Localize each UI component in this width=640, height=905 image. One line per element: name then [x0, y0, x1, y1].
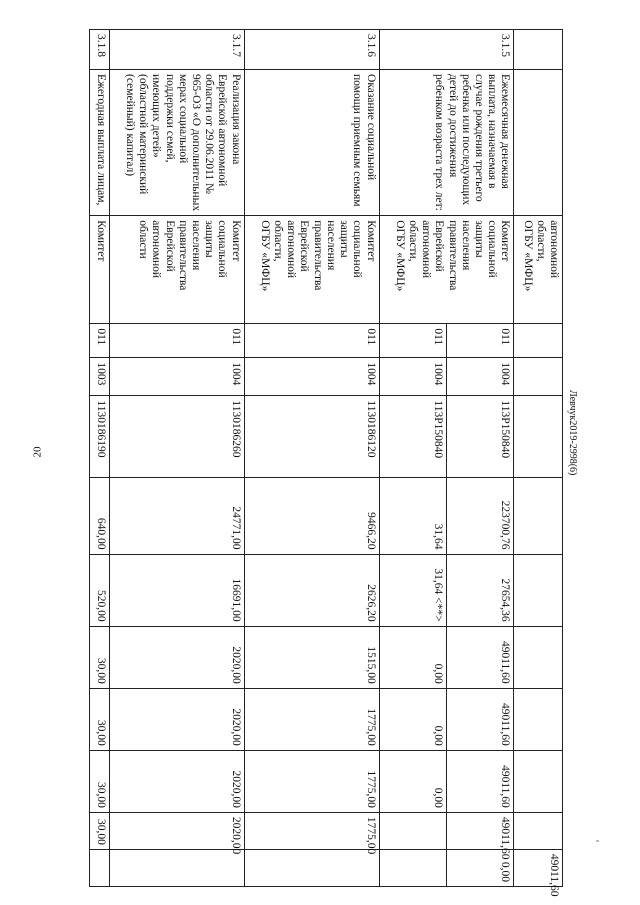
executor-line: ОГБУ «МФЦ»: [521, 220, 534, 292]
item-number-cell: 3.1.5: [379, 30, 514, 70]
year5-cell: 1775,00: [244, 812, 379, 849]
table-body: [90, 30, 563, 897]
year6-cell: [90, 849, 110, 886]
csr-cell: [514, 396, 563, 478]
rzpr-cell: 1004: [447, 358, 514, 396]
executor-cell: [514, 216, 563, 324]
year4-cell: 49011,60: [447, 750, 514, 812]
page-number: 20: [31, 446, 44, 458]
year1-cell: 2626,20: [244, 554, 379, 626]
grbs-cell: 011: [109, 324, 244, 358]
table-row: [90, 30, 110, 887]
executor-line: Комитет: [229, 220, 242, 262]
executor-line: защиты: [472, 220, 485, 258]
measure-name-cell: Ежегодная выплата лицам,: [90, 70, 110, 216]
executor-line: ОГБУ «МФЦ»: [393, 220, 406, 292]
year4-cell: [514, 750, 563, 812]
document-code-text: Левчук2019-2998(6): [567, 390, 578, 476]
rzpr-cell: 1004: [109, 358, 244, 396]
executor-cell: [379, 216, 514, 324]
year1-cell: 520,00: [90, 554, 110, 626]
year3-cell: [514, 688, 563, 750]
total-cell: 31,64: [379, 478, 446, 554]
scan-mark: [596, 840, 599, 842]
executor-line: Комитет: [94, 220, 107, 262]
executor-line: Еврейской: [163, 220, 176, 272]
csr-cell: 113P150840: [447, 396, 514, 478]
rzpr-cell: 1004: [244, 358, 379, 396]
executor-line: Еврейской: [433, 220, 446, 272]
grbs-cell: [514, 324, 563, 358]
table-row: [447, 30, 514, 887]
item-number-cell: 3.1.6: [244, 30, 379, 70]
rzpr-cell: 1004: [379, 358, 446, 396]
executor-line: социальной: [351, 220, 364, 278]
year1-cell: [514, 554, 563, 626]
executor-line: ОГБУ «МФЦ»: [258, 220, 271, 292]
grbs-cell: 011: [244, 324, 379, 358]
total-cell: 223700,76: [447, 478, 514, 554]
year2-cell: 1515,00: [244, 626, 379, 688]
rzpr-cell: 1003: [90, 358, 110, 396]
year6-cell: [244, 849, 379, 886]
year2-cell: [514, 626, 563, 688]
executor-line: автономной: [548, 220, 560, 279]
year4-cell: 1775,00: [244, 750, 379, 812]
executor-line: Еврейской: [298, 220, 311, 272]
year6-cell: 0,00: [447, 849, 514, 886]
grbs-cell: 011: [447, 324, 514, 358]
executor-line: правительства: [311, 220, 324, 291]
item-number-cell: 3.1.7: [109, 30, 244, 70]
table-row: [244, 30, 379, 887]
year3-cell: 30,00: [90, 688, 110, 750]
executor-line: населения: [324, 220, 337, 271]
executor-line: автономной: [150, 220, 163, 279]
year2-cell: 2020,00: [109, 626, 244, 688]
executor-line: области,: [406, 220, 419, 262]
total-cell: 24771,00: [109, 478, 244, 554]
executor-line: области: [137, 220, 150, 259]
year6-cell: [109, 849, 244, 886]
executor-line: автономной: [420, 220, 433, 279]
year6-cell: 49011,60: [514, 849, 563, 886]
year4-cell: 0,00: [379, 750, 446, 812]
year4-cell: 2020,00: [109, 750, 244, 812]
grbs-cell: 011: [379, 324, 446, 358]
executor-line: Комитет: [499, 220, 512, 262]
csr-cell: 1130186260: [109, 396, 244, 478]
year1-cell: 27654,36: [447, 554, 514, 626]
table-row: [514, 30, 563, 887]
executor-line: защиты: [203, 220, 216, 258]
year6-cell: [379, 849, 446, 886]
program-table-wrapper: [89, 29, 563, 897]
executor-line: области,: [272, 220, 285, 262]
year3-cell: 2020,00: [109, 688, 244, 750]
measure-name-cell: Оказание социальной помощи приемным семьям: [244, 70, 379, 216]
year2-cell: 0,00: [379, 626, 446, 688]
executor-line: области,: [534, 220, 547, 262]
item-number-cell: [514, 30, 563, 70]
program-table: [89, 29, 563, 897]
total-cell: 9466,20: [244, 478, 379, 554]
year1-cell: 31,64 <**>: [379, 554, 446, 626]
year4-cell: 30,00: [90, 750, 110, 812]
measure-name-cell: Ежемесячная денежная выплата, назначаемая в случае рождения третьего ребенка или последующих детей до достижения ребенком возраста трех лет:: [379, 70, 514, 216]
executor-line: населения: [190, 220, 203, 271]
year1-cell: 16691,00: [109, 554, 244, 626]
year5-cell: 49011,60: [447, 812, 514, 849]
rzpr-cell: [514, 358, 563, 396]
executor-line: правительства: [446, 220, 459, 291]
year3-cell: 0,00: [379, 688, 446, 750]
year3-cell: 49011,60: [447, 688, 514, 750]
executor-line: социальной: [216, 220, 229, 278]
csr-cell: 1130186120: [244, 396, 379, 478]
executor-line: автономной: [285, 220, 298, 279]
executor-line: правительства: [176, 220, 189, 291]
total-cell: 640,00: [90, 478, 110, 554]
executor-line: населения: [459, 220, 472, 271]
measure-name-cell: Реализация закона Еврейской автономной области от 29.06.2011 № 965-ОЗ «О дополнительных мерах социальной поддержки семей, имеющих детей» (областной материнский (семейный) капитал): [109, 70, 244, 216]
measure-name-cell: [514, 70, 563, 216]
year5-cell: 2020,00: [109, 812, 244, 849]
executor-cell: [90, 216, 110, 324]
executor-line: Комитет: [364, 220, 377, 262]
csr-cell: 113P150840: [379, 396, 446, 478]
executor-line: социальной: [486, 220, 499, 278]
table-row: [109, 30, 244, 887]
year5-cell: 30,00: [90, 812, 110, 849]
year2-cell: 49011,60: [447, 626, 514, 688]
year2-cell: 30,00: [90, 626, 110, 688]
executor-line: защиты: [338, 220, 351, 258]
year5-cell: [379, 812, 446, 849]
executor-cell: [109, 216, 244, 324]
grbs-cell: 011: [90, 324, 110, 358]
year5-cell: [514, 812, 563, 849]
total-cell: [514, 478, 563, 554]
csr-cell: 1130186190: [90, 396, 110, 478]
year3-cell: 1775,00: [244, 688, 379, 750]
executor-cell: [244, 216, 379, 324]
item-number-cell: 3.1.8: [90, 30, 110, 70]
